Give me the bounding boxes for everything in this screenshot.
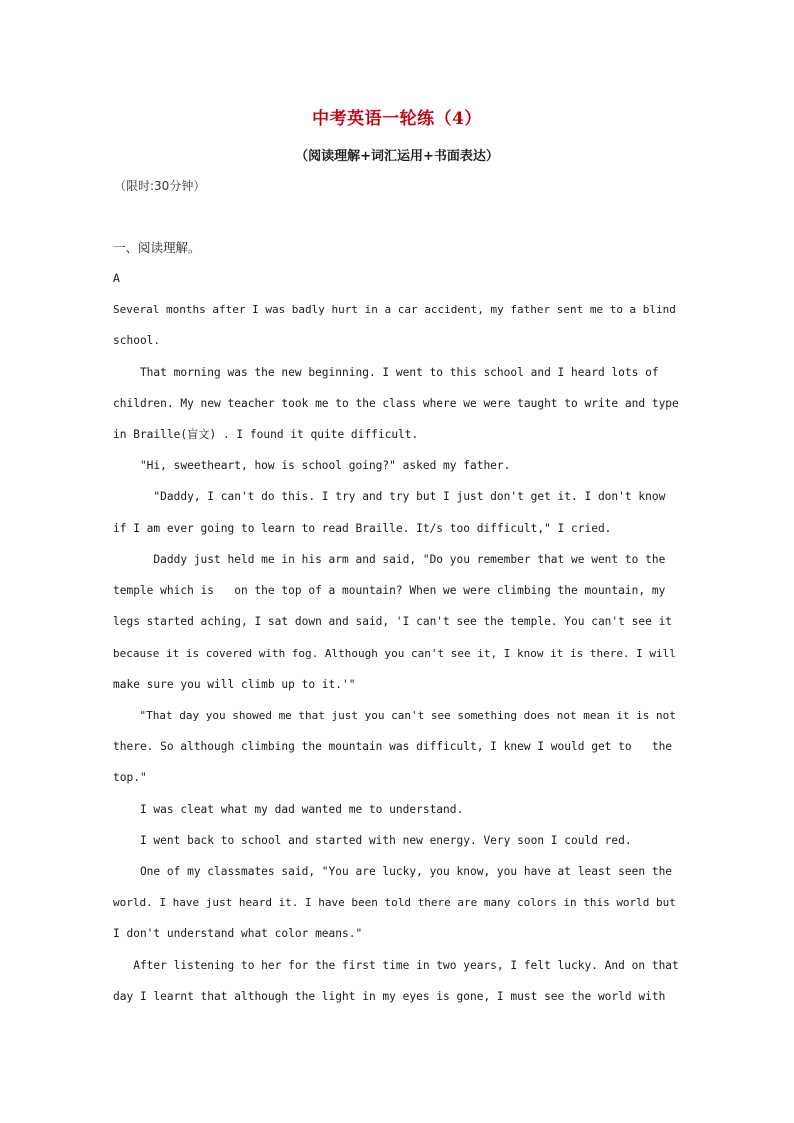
passage-line: legs started aching, I sat down and said, 'I can't see the temple. You can't see it: [113, 615, 673, 628]
passage-line: I was cleat what my dad wanted me to understand.: [113, 803, 464, 816]
passage-line: I don't understand what color means.": [113, 927, 363, 940]
passage-line: top.": [113, 771, 147, 784]
passage-line: "Hi, sweetheart, how is school going?" asked my father.: [113, 459, 511, 472]
passage-line: Daddy just held me in his arm and said, "Do you remember that we went to the: [113, 553, 666, 566]
passage-line: if I am ever going to learn to read Braille. It/s too difficult," I cried.: [113, 522, 612, 535]
passage-line: school.: [113, 334, 161, 347]
passage-line: because it is covered with fog. Although you can't see it, I know it is there. I will: [113, 647, 676, 660]
passage-line: world. I have just heard it. I have been told there are many colors in this world but: [113, 896, 676, 909]
passage-line: "That day you showed me that just you can't see something does not mean it is not: [113, 709, 676, 722]
page-subtitle: （阅读理解+词汇运用+书面表达）: [295, 149, 499, 164]
passage-line: make sure you will climb up to it.'": [113, 678, 356, 691]
passage-line: After listening to her for the first time in two years, I felt lucky. And on that: [113, 959, 679, 972]
passage-line: day I learnt that although the light in my eyes is gone, I must see the world with: [113, 990, 666, 1003]
passage-line: temple which is on the top of a mountain? When we were climbing the mountain, my: [113, 584, 666, 597]
passage-line: children. My new teacher took me to the class where we were taught to write and type: [113, 397, 679, 410]
passage-line: I went back to school and started with new energy. Very soon I could red.: [113, 834, 632, 847]
page-title: 中考英语一轮练（4）: [312, 109, 482, 129]
passage-line: "Daddy, I can't do this. I try and try but I just don't get it. I don't know: [113, 490, 666, 503]
passage-line: Several months after I was badly hurt in a car accident, my father sent me to a blind: [113, 303, 676, 316]
section-heading: 一、阅读理解。: [113, 240, 201, 255]
passage-letter: A: [113, 271, 120, 285]
passage-line: That morning was the new beginning. I went to this school and I heard lots of: [113, 366, 659, 379]
time-limit-note: （限时:30分钟）: [114, 179, 206, 193]
passage-line: there. So although climbing the mountain was difficult, I knew I would get to the: [113, 740, 673, 753]
passage-line: in Braille(盲文) . I found it quite difficult.: [113, 428, 419, 441]
passage-line: One of my classmates said, "You are lucky, you know, you have at least seen the: [113, 865, 673, 878]
